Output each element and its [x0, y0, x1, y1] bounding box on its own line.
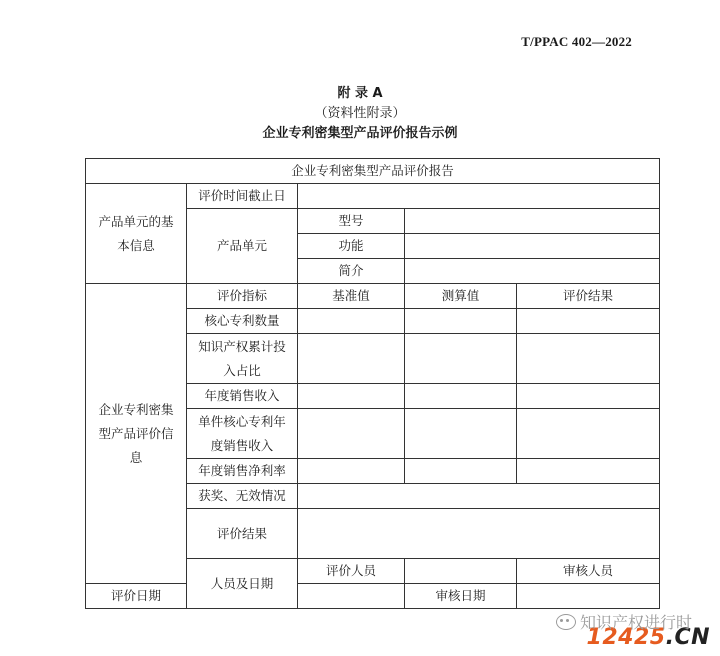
indicator-core-patents: 核心专利数量 [187, 309, 298, 334]
col-header-baseline: 基准值 [298, 284, 405, 309]
evaluator-label: 评价人员 [298, 559, 405, 584]
awards-invalidation-label: 获奖、无效情况 [187, 484, 298, 509]
indicator-ip-investment-ratio: 知识产权累计投入占比 [187, 334, 298, 384]
watermark [574, 602, 710, 650]
indicator-revenue-per-patent: 单件核心专利年度销售收入 [187, 409, 298, 459]
appendix-subtitle: （资料性附录） [314, 106, 406, 121]
eval-date-label: 评价时间截止日 [187, 184, 298, 209]
appendix-heading: 企业专利密集型产品评价报告示例 [262, 126, 458, 141]
eval-result-label: 评价结果 [187, 509, 298, 559]
reviewer-label: 审核人员 [517, 559, 660, 584]
col-header-indicator: 评价指标 [187, 284, 298, 309]
model-label: 型号 [298, 209, 405, 234]
watermark-site: 12425.CN [586, 625, 710, 650]
wechat-icon [556, 614, 576, 630]
intro-label: 简介 [298, 259, 405, 284]
basic-info-group-label: 产品单元的基本信息 [86, 184, 187, 284]
watermark-account: 知识产权进行时 [556, 610, 692, 633]
appendix-title: 附 录 A [337, 86, 383, 101]
function-value [405, 234, 660, 259]
col-header-measured: 测算值 [405, 284, 517, 309]
eval-date-value [298, 184, 660, 209]
product-unit-label: 产品单元 [187, 209, 298, 284]
table-title: 企业专利密集型产品评价报告 [86, 159, 660, 184]
people-dates-group-label: 人员及日期 [187, 559, 298, 609]
review-date-label: 审核日期 [405, 584, 517, 609]
eval-info-group-label: 企业专利密集型产品评价信息 [86, 284, 187, 584]
indicator-annual-revenue: 年度销售收入 [187, 384, 298, 409]
evaluation-date-label: 评价日期 [86, 584, 187, 609]
intro-value [405, 259, 660, 284]
document-code: T/PPAC 402—2022 [521, 34, 632, 49]
function-label: 功能 [298, 234, 405, 259]
col-header-result: 评价结果 [517, 284, 660, 309]
model-value [405, 209, 660, 234]
indicator-net-profit-margin: 年度销售净利率 [187, 459, 298, 484]
evaluation-report-table [85, 158, 660, 609]
